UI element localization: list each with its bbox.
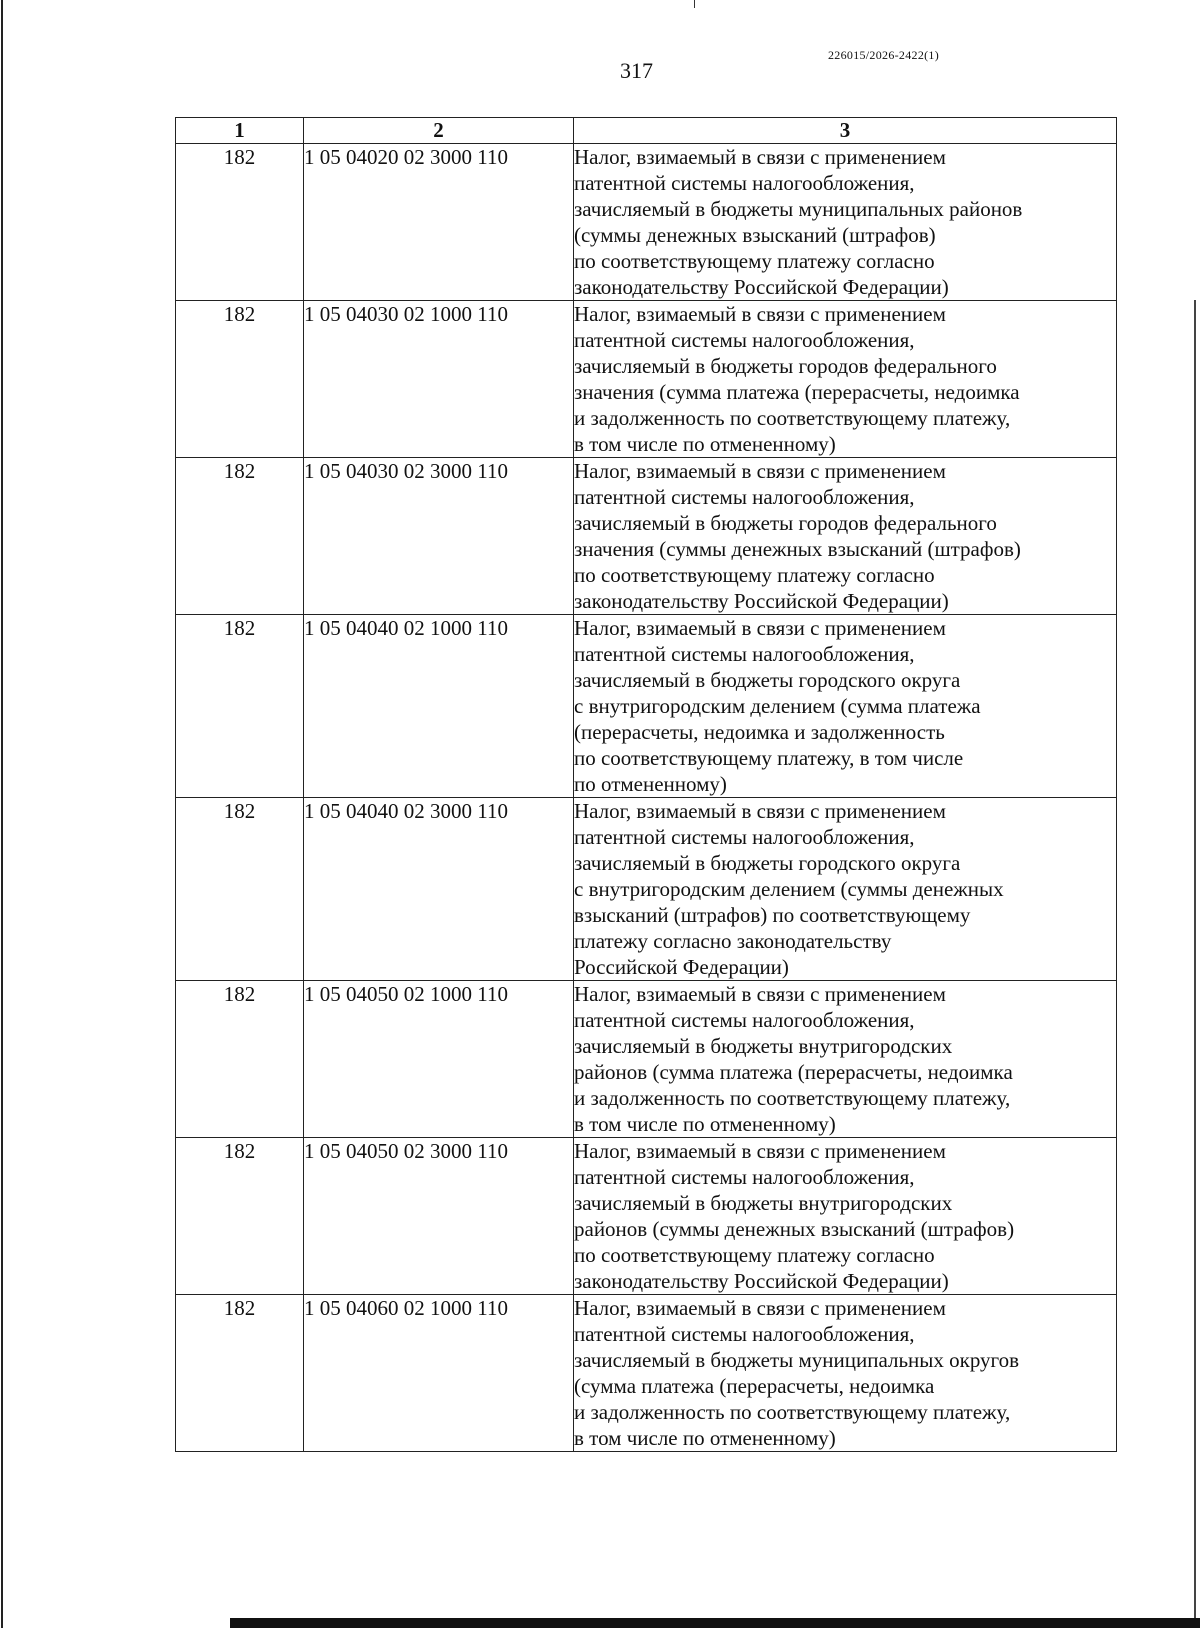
description-line: взысканий (штрафов) по соответствующему bbox=[574, 903, 971, 927]
table-row bbox=[176, 144, 1117, 301]
description-line: законодательству Российской Федерации) bbox=[574, 275, 949, 299]
description-line: по соответствующему платежу, в том числе bbox=[574, 746, 964, 770]
admin-code-cell: 182 bbox=[176, 615, 304, 798]
scan-right-edge bbox=[1194, 300, 1196, 1628]
budget-classification-code-cell: 1 05 04050 02 1000 110 bbox=[304, 981, 574, 1138]
description-line: Налог, взимаемый в связи с применением bbox=[574, 145, 946, 169]
description-line: по соответствующему платежу согласно bbox=[574, 1243, 935, 1267]
description-line: в том числе по отмененному) bbox=[574, 432, 836, 456]
table-row bbox=[176, 301, 1117, 458]
description-line: Российской Федерации) bbox=[574, 955, 789, 979]
description-line: зачисляемый в бюджеты муниципальных округов bbox=[574, 1348, 1020, 1372]
description-cell bbox=[574, 798, 1117, 981]
description-line: в том числе по отмененному) bbox=[574, 1112, 836, 1136]
description-cell bbox=[574, 301, 1117, 458]
scan-mark bbox=[694, 0, 695, 8]
description-line: платежу согласно законодательству bbox=[574, 929, 892, 953]
description-line: патентной системы налогообложения, bbox=[574, 171, 915, 195]
column-header-1: 1 bbox=[176, 118, 304, 144]
description-line: зачисляемый в бюджеты городов федерального bbox=[574, 511, 997, 535]
description-line: Налог, взимаемый в связи с применением bbox=[574, 616, 946, 640]
description-line: патентной системы налогообложения, bbox=[574, 1165, 915, 1189]
description-line: значения (сумма платежа (перерасчеты, недоимка bbox=[574, 380, 1020, 404]
page-number: 317 bbox=[620, 58, 653, 83]
description-line: патентной системы налогообложения, bbox=[574, 1008, 915, 1032]
description-cell bbox=[574, 144, 1117, 301]
description-line: (сумма платежа (перерасчеты, недоимка bbox=[574, 1374, 935, 1398]
description-line: Налог, взимаемый в связи с применением bbox=[574, 1139, 946, 1163]
budget-codes-table bbox=[175, 117, 1117, 1452]
admin-code-cell: 182 bbox=[176, 301, 304, 458]
description-cell bbox=[574, 1295, 1117, 1452]
budget-classification-code-cell: 1 05 04040 02 3000 110 bbox=[304, 798, 574, 981]
description-line: Налог, взимаемый в связи с применением bbox=[574, 799, 946, 823]
table-row bbox=[176, 615, 1117, 798]
description-cell bbox=[574, 981, 1117, 1138]
description-line: зачисляемый в бюджеты городского округа bbox=[574, 851, 961, 875]
table-row bbox=[176, 1138, 1117, 1295]
scan-left-edge bbox=[1, 0, 3, 1628]
description-line: районов (суммы денежных взысканий (штрафов) bbox=[574, 1217, 1015, 1241]
description-line: патентной системы налогообложения, bbox=[574, 1322, 915, 1346]
description-cell bbox=[574, 458, 1117, 615]
description-line: с внутригородским делением (сумма платежа bbox=[574, 694, 981, 718]
table-row bbox=[176, 981, 1117, 1138]
admin-code-cell: 182 bbox=[176, 458, 304, 615]
table-header-row bbox=[176, 118, 1117, 144]
budget-classification-code-cell: 1 05 04050 02 3000 110 bbox=[304, 1138, 574, 1295]
description-line: патентной системы налогообложения, bbox=[574, 485, 915, 509]
admin-code-cell: 182 bbox=[176, 144, 304, 301]
description-line: законодательству Российской Федерации) bbox=[574, 1269, 949, 1293]
description-line: Налог, взимаемый в связи с применением bbox=[574, 459, 946, 483]
description-line: Налог, взимаемый в связи с применением bbox=[574, 302, 946, 326]
description-line: районов (сумма платежа (перерасчеты, недоимка bbox=[574, 1060, 1013, 1084]
admin-code-cell: 182 bbox=[176, 1295, 304, 1452]
admin-code-cell: 182 bbox=[176, 1138, 304, 1295]
description-line: по соответствующему платежу согласно bbox=[574, 563, 935, 587]
admin-code-cell: 182 bbox=[176, 981, 304, 1138]
description-line: зачисляемый в бюджеты внутригородских bbox=[574, 1034, 953, 1058]
description-line: по отмененному) bbox=[574, 772, 727, 796]
scan-bottom-edge bbox=[230, 1618, 1200, 1628]
column-header-3: 3 bbox=[574, 118, 1117, 144]
budget-classification-code-cell: 1 05 04030 02 1000 110 bbox=[304, 301, 574, 458]
admin-code-cell: 182 bbox=[176, 798, 304, 981]
description-line: по соответствующему платежу согласно bbox=[574, 249, 935, 273]
description-line: зачисляемый в бюджеты муниципальных районов bbox=[574, 197, 1023, 221]
description-line: зачисляемый в бюджеты городского округа bbox=[574, 668, 961, 692]
description-cell bbox=[574, 615, 1117, 798]
column-header-2: 2 bbox=[304, 118, 574, 144]
description-line: зачисляемый в бюджеты городов федерального bbox=[574, 354, 997, 378]
description-line: с внутригородским делением (суммы денежных bbox=[574, 877, 1004, 901]
description-line: зачисляемый в бюджеты внутригородских bbox=[574, 1191, 953, 1215]
description-line: Налог, взимаемый в связи с применением bbox=[574, 982, 946, 1006]
table-row bbox=[176, 798, 1117, 981]
description-line: патентной системы налогообложения, bbox=[574, 328, 915, 352]
description-line: патентной системы налогообложения, bbox=[574, 642, 915, 666]
budget-classification-code-cell: 1 05 04040 02 1000 110 bbox=[304, 615, 574, 798]
description-cell bbox=[574, 1138, 1117, 1295]
description-line: законодательству Российской Федерации) bbox=[574, 589, 949, 613]
description-line: Налог, взимаемый в связи с применением bbox=[574, 1296, 946, 1320]
description-line: патентной системы налогообложения, bbox=[574, 825, 915, 849]
budget-classification-code-cell: 1 05 04030 02 3000 110 bbox=[304, 458, 574, 615]
description-line: и задолженность по соответствующему платежу, bbox=[574, 1400, 1011, 1424]
description-line: (суммы денежных взысканий (штрафов) bbox=[574, 223, 936, 247]
description-line: и задолженность по соответствующему платежу, bbox=[574, 1086, 1011, 1110]
table-row bbox=[176, 458, 1117, 615]
description-line: значения (суммы денежных взысканий (штрафов) bbox=[574, 537, 1021, 561]
document-code: 226015/2026-2422(1) bbox=[828, 48, 940, 62]
budget-classification-code-cell: 1 05 04060 02 1000 110 bbox=[304, 1295, 574, 1452]
budget-classification-code-cell: 1 05 04020 02 3000 110 bbox=[304, 144, 574, 301]
description-line: в том числе по отмененному) bbox=[574, 1426, 836, 1450]
description-line: и задолженность по соответствующему платежу, bbox=[574, 406, 1011, 430]
description-line: (перерасчеты, недоимка и задолженность bbox=[574, 720, 945, 744]
table-row bbox=[176, 1295, 1117, 1452]
